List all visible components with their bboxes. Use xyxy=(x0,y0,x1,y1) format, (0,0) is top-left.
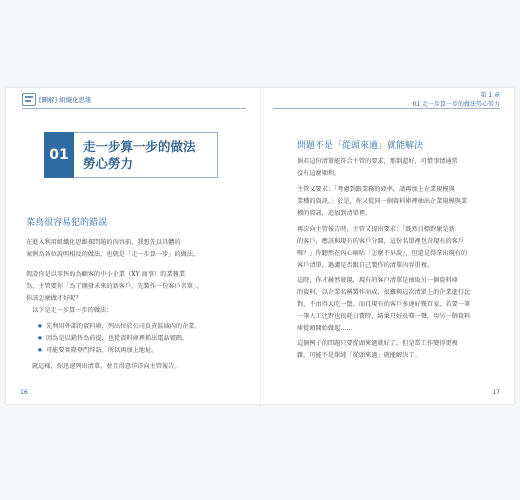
left-page xyxy=(6,88,260,404)
right-paragraph-4: 這時，你才赫然發現，現有的客戶清單是抽取另一個資料庫 的資料，以企業名稱製作而成，很難與這次清單上的企業進行比 對，不由得大吃一驚。而且現有的客戶多達好幾百家，若要一筆 一筆人工比對也很耗日費時，結果只好長嘆一聲，用另一個資料 庫從頭開始做起…… xyxy=(297,277,471,332)
right-paragraph-1: 倘若這份清單能符合主管的要求，那倒還好，可惜事情通常 沒有這麼順利。 xyxy=(297,158,458,177)
book-spread xyxy=(6,88,514,404)
subheading: 菜鳥很容易犯的錯誤 xyxy=(26,218,108,228)
running-header-subtitle: 01 走一步算一步的做法勞心勞力 xyxy=(412,101,500,108)
running-header-chapter: 第 1 章 xyxy=(480,92,500,99)
bullet-item: ● 先利用外部的資料庫，列出位於公司負責區域內的企業。 xyxy=(38,321,201,333)
page-number-right: 17 xyxy=(492,389,500,396)
right-heading: 問題不是「從頭來過」就能解決 xyxy=(297,141,424,151)
section-number: 01 xyxy=(44,132,74,178)
section-title: 走一步算一步的做法 勞心勞力 xyxy=(83,139,196,171)
bullet-list xyxy=(38,321,201,357)
page-number-left: 16 xyxy=(20,389,28,396)
section-banner xyxy=(44,132,218,178)
right-page xyxy=(261,88,514,404)
left-paragraph-4: 就這樣，你迅速列出清單，並且得意洋洋向主管報告。 xyxy=(32,363,181,370)
header-rule xyxy=(273,108,500,109)
right-paragraph-3: 再次向主管報告時，主管又提出要求：「既然目標對象是新 的客戶，應該與現有的客戶分開，這份名單裡包含現有的客戶 嗎？」你聽然在內心嘀咕「怎麼不早說」，但還是得拿出現有的 客戶清單，過濾是否跟自己製作的清單內容重複。 xyxy=(297,226,468,269)
left-paragraph-1: 在進入利用組織化思維探問題的內容前，我想先以具體的 案例為各位說明相反的做法，也就是「走一步算一步」的做法。 xyxy=(26,239,200,258)
bullet-item: ● 可能要實際登門拜訪，所以再加上地址。 xyxy=(38,345,201,357)
header-rule xyxy=(22,108,246,109)
running-header-left: [圖解] 組織化思維 xyxy=(39,96,92,104)
right-paragraph-2: 主管又要求：「考慮到跟業務的效率，請再加上企業規模與 業種的資訊。」於是，你又從同一個資料庫裡抽出企業規模與業 種的資訊，追加到清單裡。 xyxy=(297,186,468,217)
left-paragraph-2: 假設你是以零售海為顧客的中小企業（XY 商事）的業務業 為，主管要你「為了開發未來的新客戶，先製作一份客戶名單」， 你該怎麼做才好呢？ xyxy=(26,271,203,302)
book-icon xyxy=(22,93,36,106)
bullet-item: ● 因為是以銷售為前提，也從資料庫裡抓出電話號碼。 xyxy=(38,333,201,345)
left-paragraph-3: 以下是走一步算一步的做法： xyxy=(32,307,113,314)
right-paragraph-5: 這個例子的問題只要從頭來過就好了，但是當工作變得更複 雜，可能不是單純「從頭來過」就能解決了。 xyxy=(297,340,458,359)
